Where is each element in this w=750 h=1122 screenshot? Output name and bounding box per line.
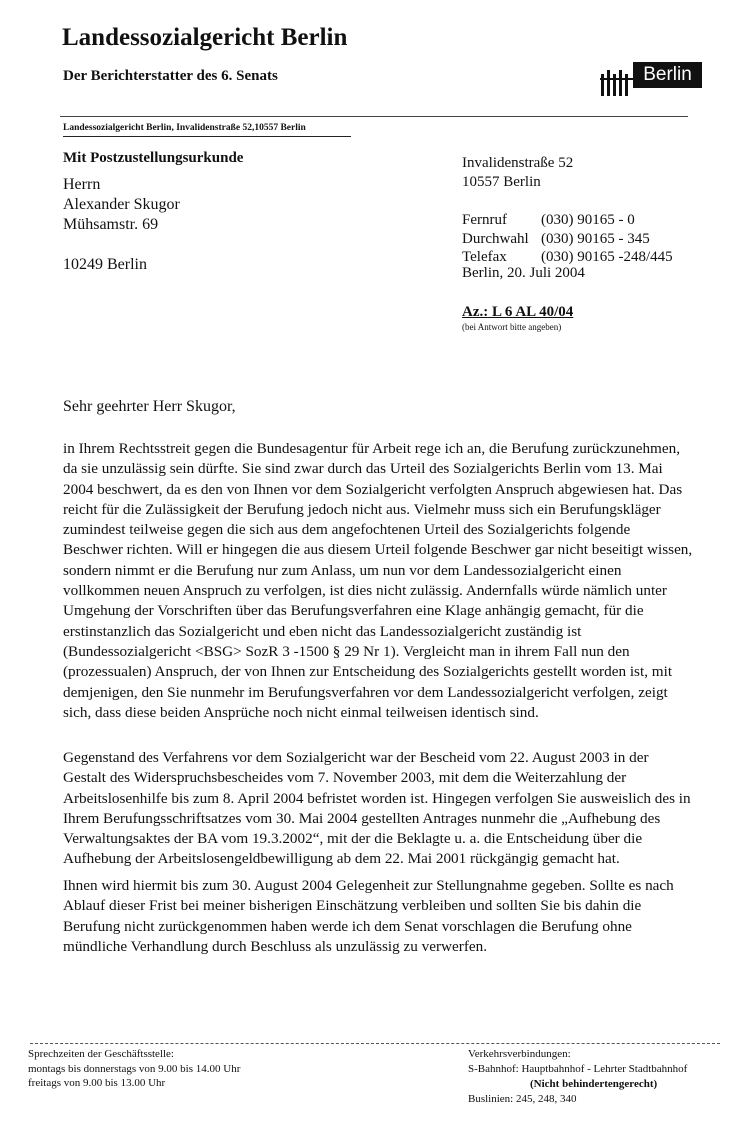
- recipient-address: [63, 175, 180, 275]
- contact-value: (030) 90165 - 345: [541, 230, 650, 247]
- letter-date: Berlin, 20. Juli 2004: [462, 265, 585, 281]
- recipient-street: Mühsamstr. 69: [63, 216, 159, 233]
- letter-salutation: Sehr geehrter Herr Skugor,: [63, 398, 236, 415]
- contact-row: [462, 248, 673, 267]
- logo-text: Berlin: [633, 62, 702, 88]
- return-address: Landessozialgericht Berlin, Invalidenstraße 52,10557 Berlin: [63, 123, 306, 133]
- body-paragraph-1: in Ihrem Rechtsstreit gegen die Bundesagentur für Arbeit rege ich an, die Berufung zurückzunehmen, da sie unzulässig sein dürfte. Sie sind zwar durch das Urteil des Sozialgerichts Berlin vom 13. Mai 2004 beschwert, da es den von Ihnen vor dem Sozialgericht verfolgten Anspruch abgewiesen hat. Das reicht für die Zulässigkeit der Berufung jedoch nicht aus. Vielmehr muss sich ein Berufungskläger zumindest teilweise gegen die sich aus dem angefochtenen Urteil des Sozialgerichts folgende Beschwer richten. Will er hingegen die aus diesem Urteil folgende Beschwer gar nicht beseitigt wissen, sondern nimmt er die Berufung nur zum Anlass, um nun vor dem Landessozialgericht einen vollkommen neuen Anspruch zu verfolgen, ist dies nicht zulässig. Andernfalls würde nämlich unter Umgehung der Vorschriften über das Berufungsverfahren eine Klage anhängig gemacht, für die erstinstanzlich das Sozialgericht und eben nicht das Landessozialgericht zuständig ist (Bundessozialgericht <BSG> SozR 3 -1500 § 29 Nr 1). Vergleicht man in ihrem Fall nun den (prozessualen) Anspruch, der von Ihnen zur Entscheidung des Sozialgerichts gestellt worden ist, mit demjenigen, den Sie nunmehr im Berufungsverfahren vor dem Landessozialgericht verfolgen, zeigt sich, dass diese beiden Ansprüche noch nicht einmal teilweisen identisch sind.: [63, 440, 693, 721]
- sender-street: Invalidenstraße 52: [462, 155, 574, 171]
- court-name: Landessozialgericht Berlin: [62, 24, 348, 51]
- contact-label: Fernruf: [462, 212, 507, 228]
- transport-line: Buslinien: 245, 248, 340: [468, 1093, 577, 1105]
- reference-note: (bei Antwort bitte angeben): [462, 322, 562, 332]
- recipient-salutation: Herrn: [63, 176, 101, 193]
- sender-city: 10557 Berlin: [462, 174, 541, 190]
- sender-address: [462, 154, 573, 192]
- delivery-note: Mit Postzustellungsurkunde: [63, 150, 244, 166]
- recipient-name: Alexander Skugor: [63, 196, 180, 213]
- transport-accessibility: (Nicht behindertengerecht): [530, 1078, 658, 1090]
- footer-divider: [30, 1043, 720, 1044]
- berlin-logo-icon: [600, 68, 633, 96]
- transport-title: Verkehrsverbindungen:: [468, 1048, 571, 1060]
- office-hours-title: Sprechzeiten der Geschäftsstelle:: [28, 1048, 174, 1060]
- contact-row: [462, 230, 673, 249]
- body-paragraph-3: Ihnen wird hiermit bis zum 30. August 2004 Gelegenheit zur Stellungnahme gegeben. Sollte es nach Ablauf dieser Frist bei meiner bisherigen Einschätzung verbleiben und sollten Sie bis dahin die Berufung nicht zurückgenommen haben werde ich dem Senat vorschlagen die Berufung ohne mündliche Verhandlung durch Beschluss als unzulässig zu verwerfen.: [63, 877, 674, 955]
- office-hours-line: montags bis donnerstags von 9.00 bis 14.00 Uhr: [28, 1062, 241, 1075]
- contact-value: (030) 90165 -248/445: [541, 249, 673, 265]
- contact-block: [462, 211, 673, 267]
- contact-label: Telefax: [462, 249, 507, 265]
- recipient-city: 10249 Berlin: [63, 256, 147, 273]
- contact-row: [462, 211, 673, 230]
- berlin-logo: [600, 60, 702, 96]
- contact-label: Durchwahl: [462, 230, 529, 247]
- body-paragraph-2: Gegenstand des Verfahrens vor dem Sozialgericht war der Bescheid vom 22. August 2003 in der Gestalt des Widerspruchsbescheides vom 7. November 2003, mit dem die Weiterzahlung der Arbeitslosenhilfe bis zum 8. April 2004 befristet worden ist. Hingegen verfolgen Sie ausweislich des in Ihrem Berufungsschriftsatzes vom 30. Mai 2004 gestellten Antrages nunmehr die „Aufhebung des Verwaltungsaktes der BA vom 19.3.2002“, mit der die Beklagte u. a. die Entscheidung über die Aufhebung der Arbeitslosengeldbewilligung ab dem 22. Mai 2001 rückgängig gemacht hat.: [63, 749, 691, 868]
- office-hours-line: freitags von 9.00 bis 13.00 Uhr: [28, 1077, 166, 1089]
- return-address-underline: [63, 136, 351, 137]
- transport-line: S-Bahnhof: Hauptbahnhof - Lehrter Stadtbahnhof: [468, 1063, 688, 1075]
- court-subtitle: Der Berichterstatter des 6. Senats: [63, 68, 278, 84]
- contact-value: (030) 90165 - 0: [541, 212, 635, 228]
- office-hours: [28, 1047, 240, 1091]
- reference-number: Az.: L 6 AL 40/04: [462, 304, 574, 320]
- header-divider: [60, 116, 688, 117]
- transport-info: [468, 1047, 687, 1107]
